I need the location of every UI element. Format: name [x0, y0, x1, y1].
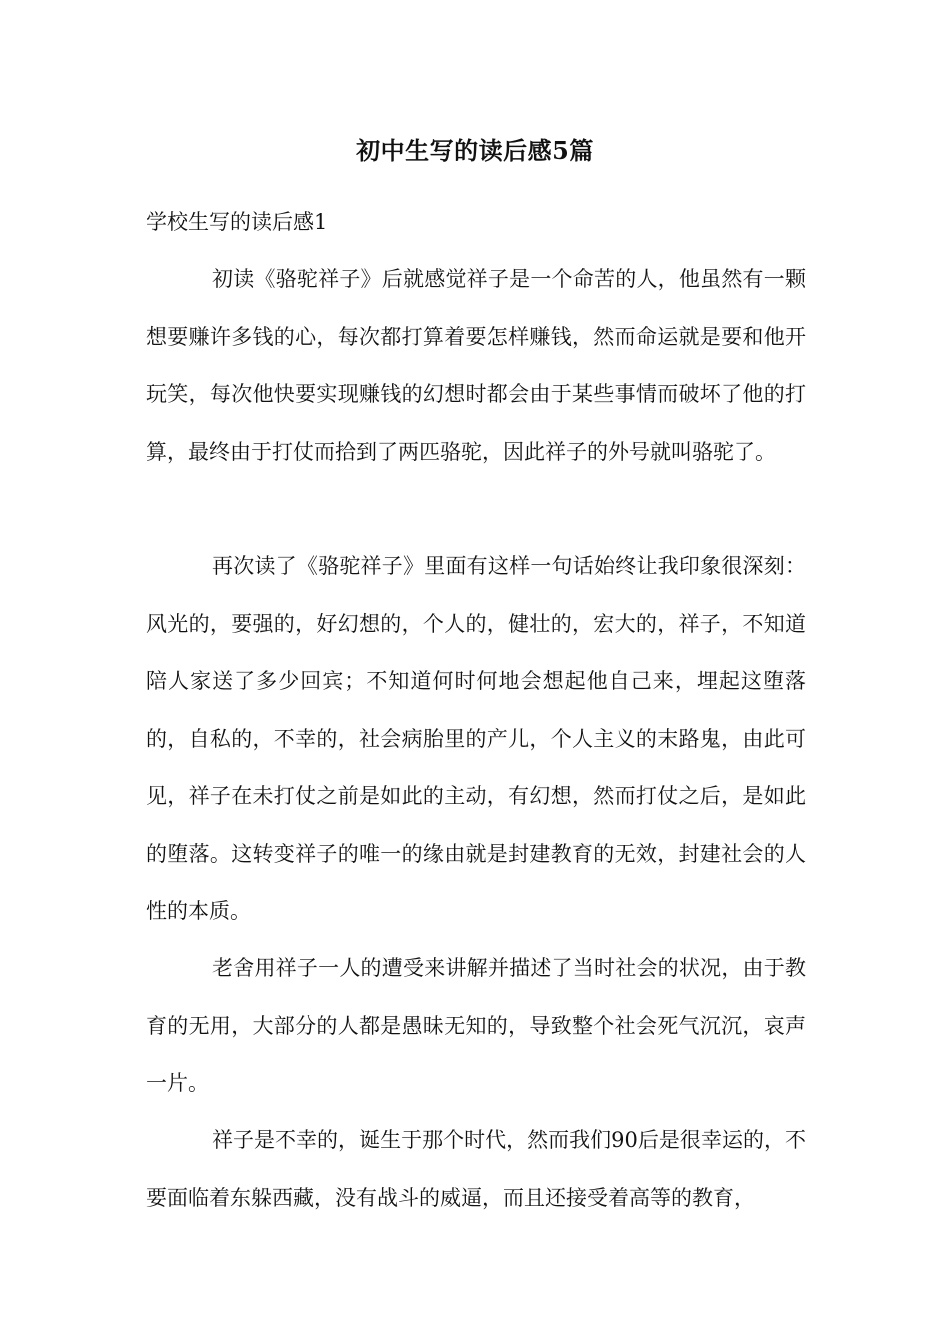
paragraph-3: 老舍用祥子一人的遭受来讲解并描述了当时社会的状况，由于教育的无用，大部分的人都是愚昧无知的，导致整个社会死气沉沉，哀声一片。	[146, 956, 806, 1095]
paragraph-1: 初读《骆驼祥子》后就感觉祥子是一个命苦的人，他虽然有一颗想要赚许多钱的心，每次都打算着要怎样赚钱，然而命运就是要和他开玩笑，每次他快要实现赚钱的幻想时都会由于某些事情而破坏了他的打算，最终由于打仗而拾到了两匹骆驼，因此祥子的外号就叫骆驼了。	[146, 267, 806, 464]
section-heading: 学校生写的读后感1	[146, 210, 328, 234]
document-title: 初中生写的读后感5篇	[356, 136, 594, 165]
paragraph-2: 再次读了《骆驼祥子》里面有这样一句话始终让我印象很深刻：风光的，要强的，好幻想的，个人的，健壮的，宏大的，祥子，不知道陪人家送了多少回宾；不知道何时何地会想起他自己来，埋起这堕落的，自私的，不幸的，社会病胎里的产儿，个人主义的末路鬼，由此可见，祥子在未打仗之前是如此的主动，有幻想，然而打仗之后，是如此的堕落。这转变祥子的唯一的缘由就是封建教育的无效，封建社会的人性的本质。	[146, 554, 806, 923]
paragraph-4: 祥子是不幸的，诞生于那个时代，然而我们90后是很幸运的，不要面临着东躲西藏，没有战斗的威逼，而且还接受着高等的教育，	[146, 1128, 806, 1210]
